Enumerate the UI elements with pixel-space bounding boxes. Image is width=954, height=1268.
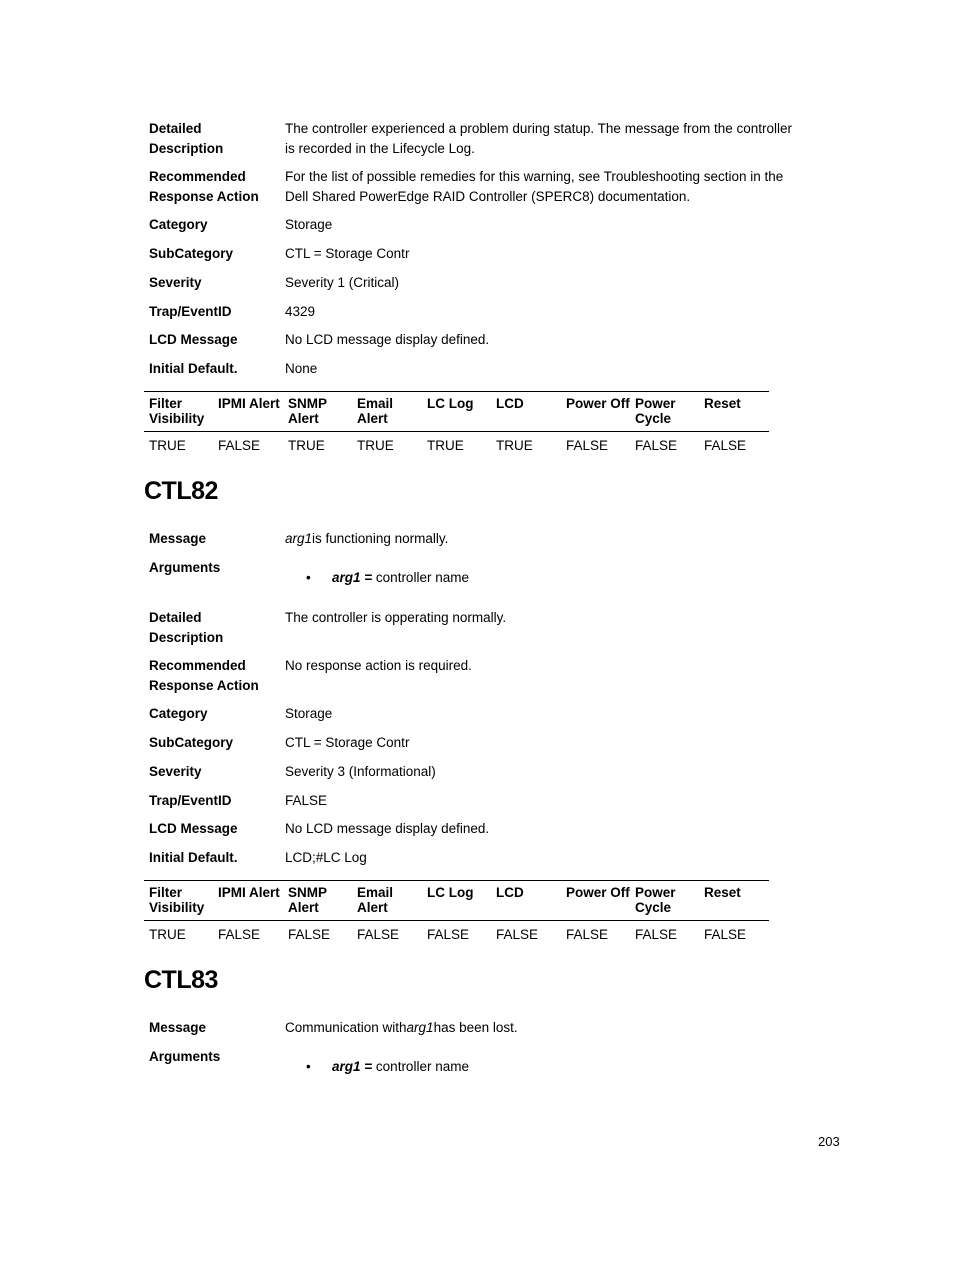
message-text: has been lost. bbox=[433, 1020, 518, 1035]
detail-label: Severity bbox=[149, 764, 202, 779]
bullet-icon: • bbox=[306, 570, 311, 585]
column-header: Reset bbox=[704, 396, 741, 411]
column-header: LCD bbox=[496, 396, 524, 411]
table-rule bbox=[144, 880, 769, 881]
detail-label: SubCategory bbox=[149, 735, 234, 750]
message-value bbox=[285, 529, 805, 549]
table-cell: TRUE bbox=[149, 438, 186, 453]
table-cell: FALSE bbox=[218, 438, 261, 453]
table-cell: FALSE bbox=[566, 927, 609, 942]
message-label: Message bbox=[149, 1020, 207, 1035]
column-header: Email Alert bbox=[357, 885, 394, 915]
detail-value: 4329 bbox=[285, 304, 316, 319]
column-header: Power Off bbox=[566, 885, 630, 900]
detail-value: CTL = Storage Contr bbox=[285, 735, 410, 750]
table-rule bbox=[144, 431, 769, 432]
detail-label: Detailed Description bbox=[149, 121, 224, 156]
column-header: LC Log bbox=[427, 396, 474, 411]
detail-value: No response action is required. bbox=[285, 658, 472, 673]
table-cell: FALSE bbox=[218, 927, 261, 942]
detail-label: LCD Message bbox=[149, 821, 238, 836]
detail-label: Trap/EventID bbox=[149, 304, 232, 319]
table-cell: FALSE bbox=[427, 927, 470, 942]
page-number: 203 bbox=[818, 1134, 840, 1149]
column-header: Filter Visibility bbox=[149, 396, 205, 426]
argument-name: arg1 = bbox=[332, 570, 373, 585]
detail-value: Storage bbox=[285, 217, 333, 232]
detail-label: SubCategory bbox=[149, 246, 234, 261]
column-header: Filter Visibility bbox=[149, 885, 205, 915]
detail-label: Recommended Response Action bbox=[149, 169, 259, 204]
column-header: SNMP Alert bbox=[288, 396, 327, 426]
argument-text bbox=[332, 568, 469, 588]
column-header: IPMI Alert bbox=[218, 396, 280, 411]
argument-description: controller name bbox=[375, 570, 469, 585]
detail-value: The controller is opperating normally. bbox=[285, 610, 507, 625]
message-label: Message bbox=[149, 531, 207, 546]
detail-value: Storage bbox=[285, 706, 333, 721]
column-header: Email Alert bbox=[357, 396, 394, 426]
detail-label: Category bbox=[149, 217, 208, 232]
column-header: LC Log bbox=[427, 885, 474, 900]
detail-label: Detailed Description bbox=[149, 610, 224, 645]
table-rule bbox=[144, 920, 769, 921]
table-cell: FALSE bbox=[288, 927, 331, 942]
detail-value: The controller experienced a problem during statup. The message from the controller is recorded in the Lifecycle Log. bbox=[285, 121, 793, 156]
detail-value: None bbox=[285, 361, 318, 376]
detail-label: Category bbox=[149, 706, 208, 721]
section-title-ctl82: CTL82 bbox=[144, 477, 218, 505]
message-text-pre: Communication with bbox=[285, 1020, 407, 1035]
table-cell: FALSE bbox=[635, 927, 678, 942]
detail-value: No LCD message display defined. bbox=[285, 332, 490, 347]
table-cell: TRUE bbox=[357, 438, 394, 453]
argument-description: controller name bbox=[375, 1059, 469, 1074]
table-cell: FALSE bbox=[704, 927, 747, 942]
message-arg: arg1 bbox=[285, 531, 313, 546]
table-cell: FALSE bbox=[357, 927, 400, 942]
column-header: Power Cycle bbox=[635, 885, 676, 915]
detail-label: Severity bbox=[149, 275, 202, 290]
detail-value: For the list of possible remedies for this warning, see Troubleshooting section in the Dell Shared PowerEdge RAID Controller (SPERC8) documentation. bbox=[285, 169, 784, 204]
table-cell: TRUE bbox=[149, 927, 186, 942]
argument-name: arg1 = bbox=[332, 1059, 373, 1074]
arguments-label: Arguments bbox=[149, 560, 221, 575]
table-cell: TRUE bbox=[288, 438, 325, 453]
message-text: is functioning normally. bbox=[312, 531, 449, 546]
section-title-ctl83: CTL83 bbox=[144, 966, 218, 994]
detail-label: Initial Default. bbox=[149, 361, 238, 376]
detail-value: Severity 1 (Critical) bbox=[285, 275, 400, 290]
table-cell: FALSE bbox=[704, 438, 747, 453]
column-header: LCD bbox=[496, 885, 524, 900]
table-rule bbox=[144, 391, 769, 392]
detail-value: FALSE bbox=[285, 793, 328, 808]
table-cell: FALSE bbox=[566, 438, 609, 453]
message-value bbox=[285, 1018, 805, 1038]
detail-label: Trap/EventID bbox=[149, 793, 232, 808]
detail-value: Severity 3 (Informational) bbox=[285, 764, 436, 779]
arguments-label: Arguments bbox=[149, 1049, 221, 1064]
column-header: Reset bbox=[704, 885, 741, 900]
table-cell: TRUE bbox=[496, 438, 533, 453]
message-arg: arg1 bbox=[406, 1020, 434, 1035]
table-cell: TRUE bbox=[427, 438, 464, 453]
bullet-icon: • bbox=[306, 1059, 311, 1074]
table-cell: FALSE bbox=[635, 438, 678, 453]
column-header: IPMI Alert bbox=[218, 885, 280, 900]
argument-text bbox=[332, 1057, 469, 1077]
detail-value: CTL = Storage Contr bbox=[285, 246, 410, 261]
detail-value: LCD;#LC Log bbox=[285, 850, 367, 865]
detail-label: LCD Message bbox=[149, 332, 238, 347]
column-header: Power Cycle bbox=[635, 396, 676, 426]
detail-label: Initial Default. bbox=[149, 850, 238, 865]
column-header: SNMP Alert bbox=[288, 885, 327, 915]
detail-value: No LCD message display defined. bbox=[285, 821, 490, 836]
detail-label: Recommended Response Action bbox=[149, 658, 259, 693]
table-cell: FALSE bbox=[496, 927, 539, 942]
column-header: Power Off bbox=[566, 396, 630, 411]
